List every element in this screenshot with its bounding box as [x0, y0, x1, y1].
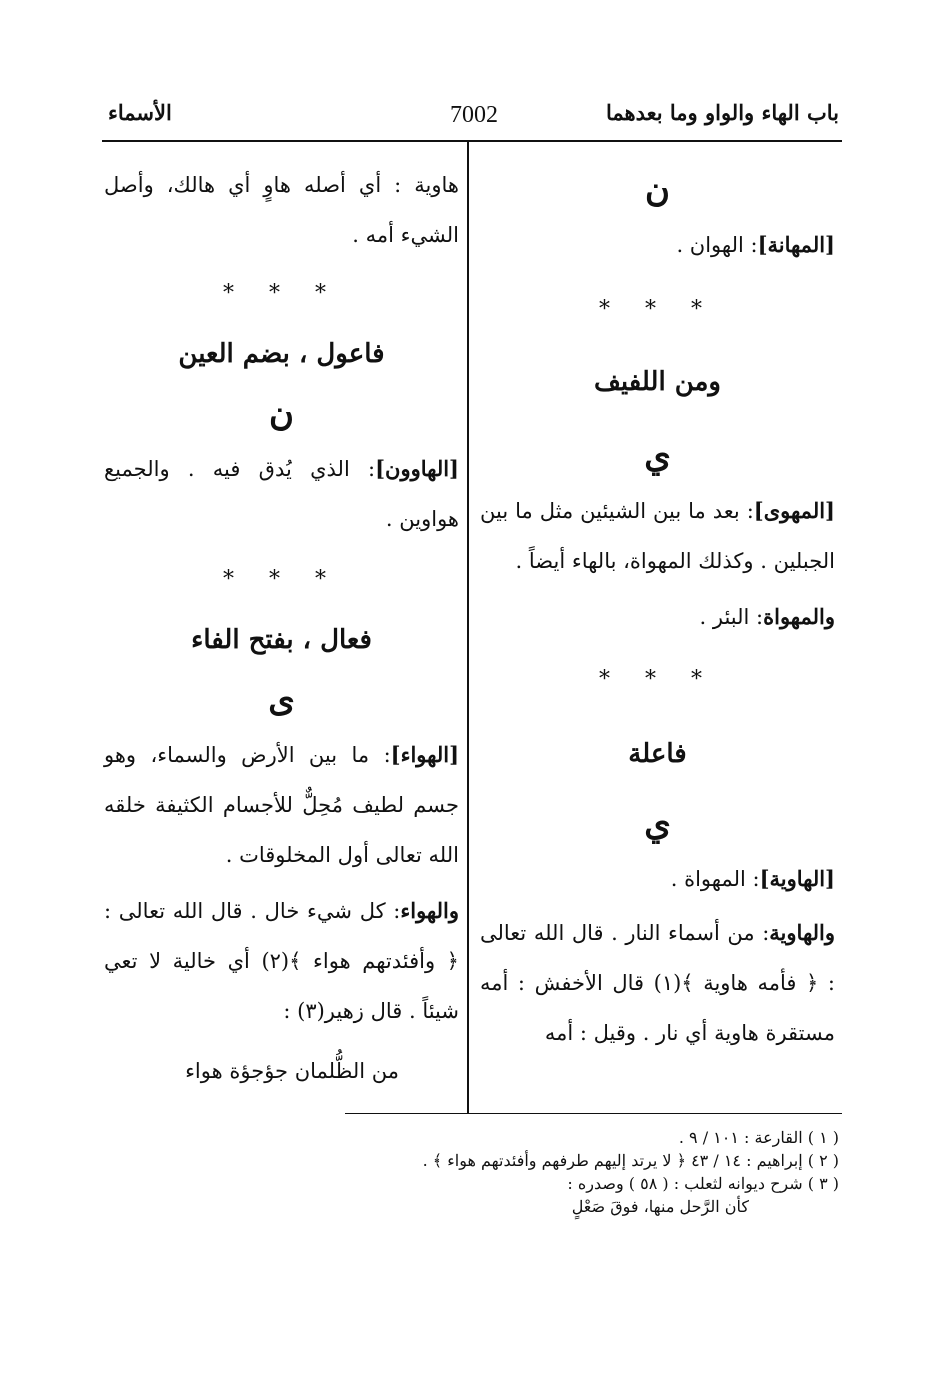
entry-text: : البئر . — [699, 605, 764, 629]
page-number: 7002 — [450, 102, 498, 128]
footnote-3-verse: كأن الرَّحل منها، فوقَ صَعْلٍ — [571, 1197, 749, 1216]
header-rule — [102, 140, 842, 142]
entry-text: : بعد ما بين الشيئين مثل ما بين الجبلين . وكذلك المهواة، بالهاء أيضاً . — [480, 499, 835, 573]
footnote-3: ( ٣ ) شرح ديوانه لثعلب : ( ٥٨ ) وصدره : — [567, 1174, 839, 1193]
entry-term: [المهوى] — [753, 498, 835, 523]
entry-term: [الهواء] — [390, 742, 459, 767]
entry-term: والهواء — [400, 898, 459, 923]
entry-paragraph — [104, 444, 459, 544]
section-heading: ومن اللفيف — [594, 367, 721, 397]
footnote-1: ( ١ ) القارعة : ١٠١ / ٩ . — [678, 1128, 839, 1147]
footnote-rule — [345, 1113, 842, 1114]
entry-term: [الهاوون] — [375, 456, 459, 481]
poetry-verse: من الظُّلمان جؤجؤة هواء — [185, 1059, 399, 1083]
entry-paragraph — [104, 730, 459, 880]
letter-heading: ن — [269, 394, 294, 434]
entry-term: [المهانة] — [757, 232, 835, 257]
running-header-chapter: باب الهاء والواو وما بعدهما — [605, 100, 839, 125]
section-separator: * * * — [223, 567, 340, 592]
section-heading: فاعول ، بضم العين — [178, 339, 385, 369]
entry-text: : المهواة . — [670, 867, 760, 891]
section-heading: فعال ، بفتح الفاء — [191, 625, 372, 655]
section-separator: * * * — [599, 667, 716, 692]
column-divider — [467, 142, 469, 1114]
section-separator: * * * — [223, 281, 340, 306]
entry-text: : ما بين الأرض والسماء، وهو جسم لطيف مُحِلٌّ للأجسام الكثيفة خلقه الله تعالى أول المخلوقات . — [104, 743, 459, 867]
entry-paragraph — [480, 220, 835, 270]
entry-text: : الهوان . — [676, 233, 758, 257]
running-header-section: الأسماء — [108, 100, 172, 125]
entry-text: : كل شيء خال . قال الله تعالى : ﴿ وأفئدتهم هواء ﴾(٢) أي خالية لا تعي شيئاً . قال زهير(٣) : — [104, 899, 459, 1023]
entry-paragraph — [480, 854, 835, 904]
entry-paragraph: هاوية : أي أصله هاوٍ أي هالك، وأصل الشيء أمه . — [104, 173, 459, 247]
entry-term: والمهواة — [763, 604, 835, 629]
entry-term: والهاوية — [769, 920, 835, 945]
right-column — [480, 160, 835, 1058]
entry-paragraph — [480, 486, 835, 586]
footnote-2: ( ٢ ) إبراهيم : ١٤ / ٤٣ ﴿ لا يرتد إليهم طرفهم وأفئدتهم هواء ﴾ . — [422, 1151, 839, 1170]
entry-term: [الهاوية] — [759, 866, 835, 891]
letter-heading: ي — [644, 436, 671, 476]
entry-paragraph — [104, 886, 459, 1036]
entry-paragraph — [480, 592, 835, 642]
letter-heading: ن — [645, 170, 670, 210]
footnotes — [239, 1126, 839, 1218]
letter-heading: ى — [268, 680, 295, 720]
letter-heading: ي — [644, 804, 671, 844]
section-separator: * * * — [599, 297, 716, 322]
left-column — [104, 160, 459, 1096]
entry-text: : الذي يُدق فيه . والجميع هواوين . — [104, 457, 459, 531]
entry-paragraph — [480, 908, 835, 1058]
entry-text: : من أسماء النار . قال الله تعالى : ﴿ فأمه هاوية ﴾(١) قال الأخفش : أمه مستقرة هاوية أي نار . وقيل : أمه — [480, 921, 835, 1045]
section-heading: فاعلة — [628, 739, 687, 769]
